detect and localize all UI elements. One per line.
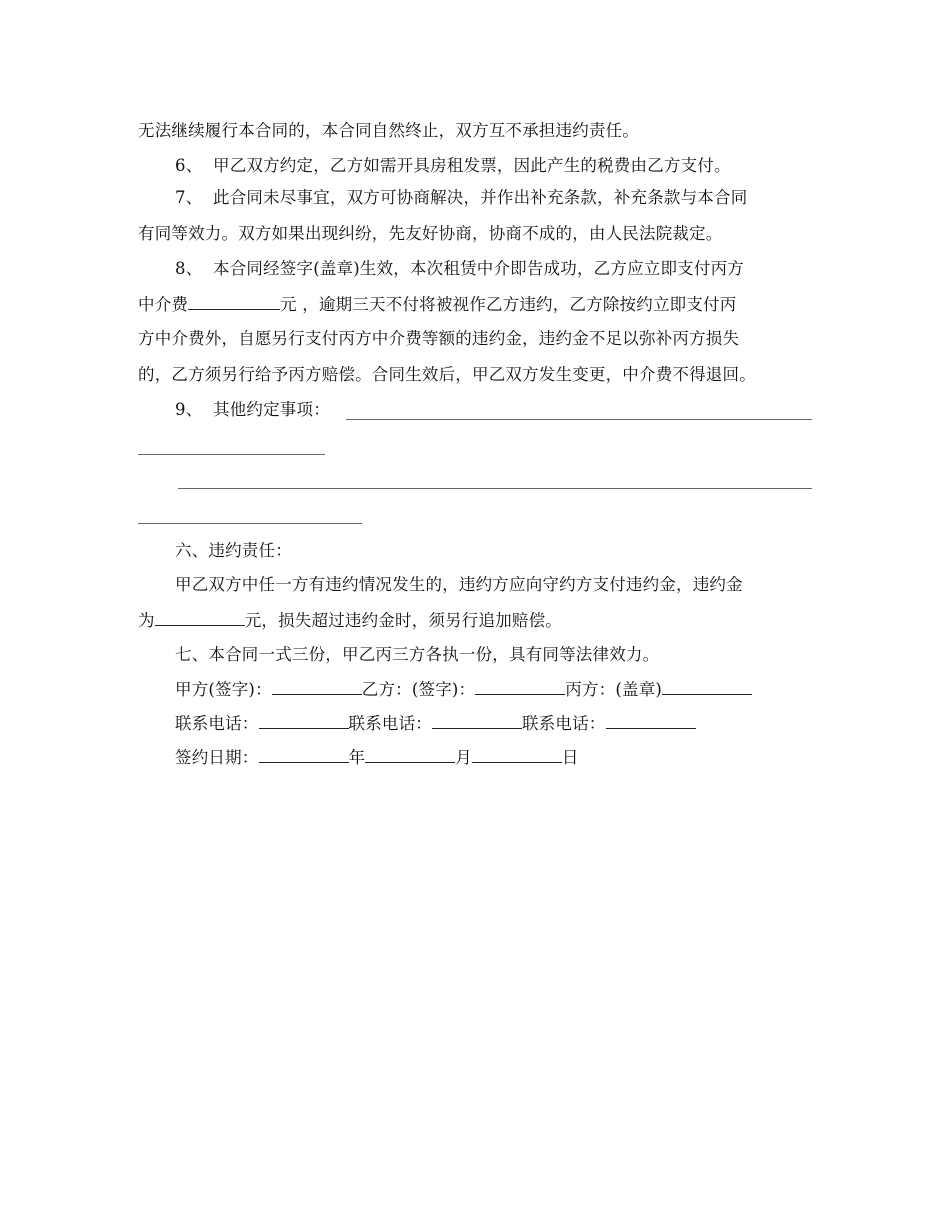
- party-a-blank: [272, 678, 362, 695]
- party-c-label: 丙方：(盖章): [565, 680, 663, 699]
- year-blank: [259, 746, 349, 763]
- party-c-blank: [662, 678, 752, 695]
- clause-number: 6、: [175, 156, 203, 175]
- clause-9: 9、 其他约定事项：: [175, 400, 330, 419]
- party-b-blank: [475, 678, 565, 695]
- phone-c-blank: [606, 712, 696, 729]
- clause-8-line-3: 方中介费外，自愿另行支付丙方中介费等额的违约金，违约金不足以弥补丙方损失: [138, 329, 740, 348]
- clause-7: 7、 此合同未尽事宜，双方可协商解决，并作出补充条款，补充条款与本合同: [175, 188, 748, 207]
- phone-b-blank: [432, 712, 522, 729]
- other-terms-rule-3: [178, 488, 812, 489]
- signature-row: [175, 678, 752, 701]
- phone-row: [175, 712, 696, 735]
- section-7-title: 七、本合同一式三份，甲乙丙三方各执一份，具有同等法律效力。: [175, 645, 660, 664]
- clause-number: 8、: [175, 259, 203, 278]
- month-blank: [365, 746, 455, 763]
- clause-number: 9、: [175, 400, 203, 419]
- penalty-blank: [155, 609, 245, 626]
- clause-number: 7、: [175, 188, 203, 207]
- clause-8: 8、 本合同经签字(盖章)生效，本次租赁中介即告成功，乙方应立即支付丙方: [175, 259, 744, 278]
- clause-8-line-4: 的，乙方须另行给予丙方赔偿。合同生效后，甲乙双方发生变更，中介费不得退回。: [138, 365, 756, 384]
- phone-a-blank: [259, 712, 349, 729]
- clause-7-continued: 有同等效力。双方如果出现纠纷，先友好协商，协商不成的，由人民法院裁定。: [138, 224, 723, 243]
- clause-6: 6、 甲乙双方约定，乙方如需开具房租发票，因此产生的税费由乙方支付。: [175, 156, 731, 175]
- other-terms-rule-1: [346, 419, 812, 420]
- fee-blank: [188, 293, 280, 310]
- party-a-label: 甲方(签字)：: [175, 680, 272, 699]
- section-6-title: 六、违约责任：: [175, 541, 292, 560]
- section-6-paragraph-2: 为 元，损失超过违约金时，须另行追加赔偿。: [138, 611, 563, 630]
- phone-c-label: 联系电话：: [522, 714, 606, 733]
- date-label: 签约日期：: [175, 748, 259, 767]
- phone-b-label: 联系电话：: [348, 714, 432, 733]
- other-terms-rule-2: [138, 454, 325, 455]
- paragraph-line-1: 无法继续履行本合同的，本合同自然终止，双方互不承担违约责任。: [138, 121, 639, 140]
- section-6-paragraph-1: 甲乙双方中任一方有违约情况发生的，违约方应向守约方支付违约金，违约金: [175, 575, 743, 594]
- other-terms-rule-4: [138, 523, 362, 524]
- clause-8-line-2: 中介费 元 ，逾期三天不付将被视作乙方违约，乙方除按约立即支付丙: [138, 295, 737, 314]
- day-blank: [472, 746, 562, 763]
- party-b-label: 乙方：(签字)：: [361, 680, 476, 699]
- phone-a-label: 联系电话：: [175, 714, 259, 733]
- date-row: 签约日期： 年 月 日: [175, 748, 579, 767]
